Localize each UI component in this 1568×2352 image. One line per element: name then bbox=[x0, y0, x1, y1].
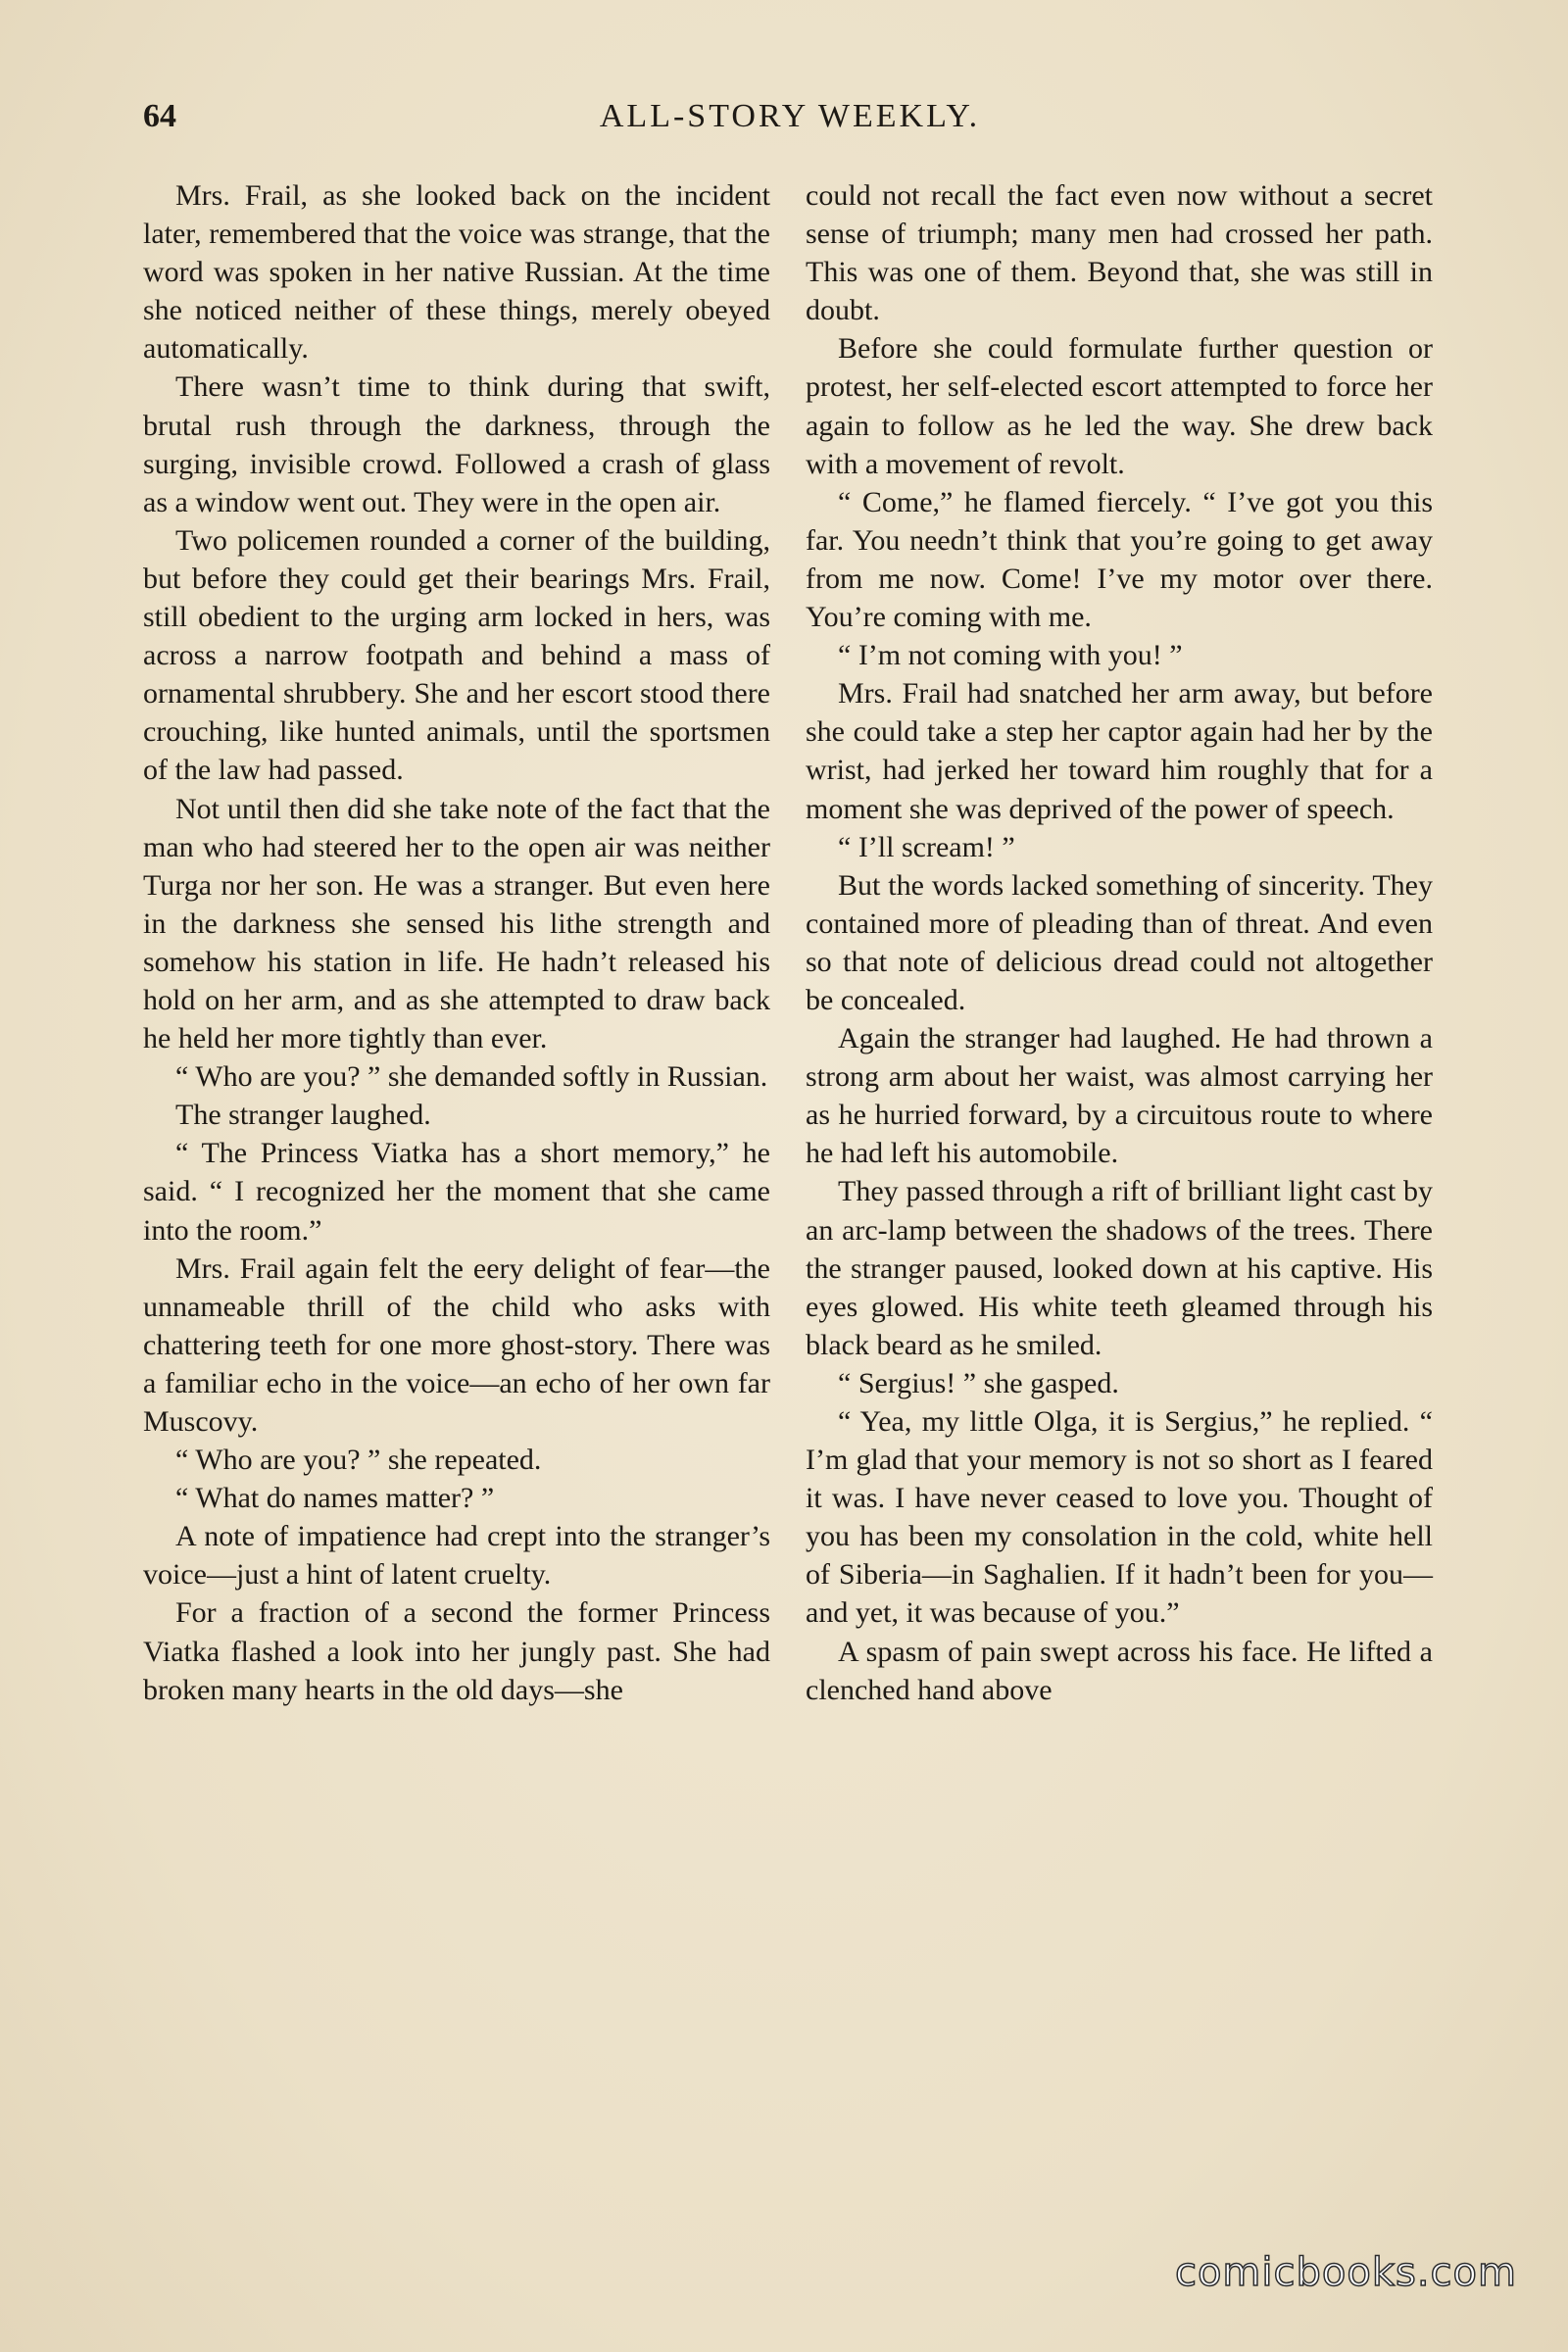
left-column bbox=[143, 176, 770, 1709]
paragraph: There wasn’t time to think during that swift, brutal rush through the darkness, through the surging, invisible crowd. Followed a crash of glass as a window went out. They were in the open air. bbox=[143, 370, 770, 518]
paragraph: “ I’ll scream! ” bbox=[838, 830, 1015, 863]
paragraph: Two policemen rounded a corner of the building, but before they could get their bearings Mrs. Frail, still obedient to the urging arm locked in hers, was across a narrow footpath and behind a mass of ornamental shrubbery. She and her escort stood there crouching, like hunted animals, until the sportsmen of the law had passed. bbox=[143, 523, 770, 787]
paragraph: Not until then did she take note of the fact that the man who had steered her to the open air was neither Turga nor her son. He was a stranger. But even here in the darkness she sensed his lithe strength and somehow his station in life. He hadn’t released his hold on her arm, and as she attempted to draw back he held her more tightly than ever. bbox=[143, 792, 770, 1055]
paragraph: For a fraction of a second the former Princess Viatka flashed a look into her jungly past. She had broken many hearts in the old days—she bbox=[143, 1596, 770, 1706]
paragraph: “ Who are you? ” she demanded softly in Russian. bbox=[175, 1060, 768, 1094]
paragraph: Mrs. Frail again felt the eery delight of fear—the unnameable thrill of the child who asks with chattering teeth for one more ghost-story. There was a familiar echo in the voice—an echo of her own far Muscovy. bbox=[143, 1251, 770, 1438]
paragraph: “ Come,” he flamed fiercely. “ I’ve got you this far. You needn’t think that you’re going to get away from me now. Come! I’ve my motor over there. You’re coming with me. bbox=[806, 485, 1433, 634]
paragraph: They passed through a rift of brilliant light cast by an arc-lamp between the shadows of the trees. There the stranger paused, looked down at his captive. His eyes glowed. His white teeth gleamed through his black beard as he smiled. bbox=[806, 1175, 1433, 1361]
right-column bbox=[806, 176, 1433, 1709]
site-watermark: comicbooks.com bbox=[1174, 2250, 1517, 2295]
paragraph: Mrs. Frail, as she looked back on the incident later, remembered that the voice was strange, that the word was spoken in her native Russian. At the time she noticed neither of these things, merely obeyed automatically. bbox=[143, 179, 770, 366]
paragraph: “ Yea, my little Olga, it is Sergius,” he replied. “ I’m glad that your memory is not so short as I feared it was. I have never ceased to love you. Thought of you has been my consolation in the cold, white hell of Siberia—in Saghalien. If it hadn’t been for you—and yet, it was because of you.” bbox=[806, 1405, 1433, 1630]
paragraph: Again the stranger had laughed. He had thrown a strong arm about her waist, was almost carrying her as he hurried forward, by a circuitous route to where he had left his automobile. bbox=[806, 1022, 1433, 1170]
continued-paragraph: could not recall the fact even now without a secret sense of triumph; many men had crossed her path. This was one of them. Beyond that, she was still in doubt. bbox=[806, 179, 1433, 327]
paragraph: But the words lacked something of sincerity. They contained more of pleading than of threat. And even so that note of delicious dread could not altogether be concealed. bbox=[806, 868, 1433, 1016]
paragraph: A note of impatience had crept into the stranger’s voice—just a hint of latent cruelty. bbox=[143, 1520, 770, 1592]
page-header bbox=[143, 98, 1437, 157]
paragraph: Before she could formulate further question or protest, her self-elected escort attempted to force her again to follow as he led the way. She drew back with a movement of revolt. bbox=[806, 332, 1433, 480]
paragraph: Mrs. Frail had snatched her arm away, but before she could take a step her captor again had her by the wrist, had jerked her toward him roughly that for a moment she was deprived of the power of speech. bbox=[806, 677, 1433, 825]
page-number: 64 bbox=[143, 98, 176, 134]
paragraph: “ The Princess Viatka has a short memory,” he said. “ I recognized her the moment that she came into the room.” bbox=[143, 1137, 770, 1247]
paragraph: “ What do names matter? ” bbox=[175, 1482, 495, 1515]
paragraph: The stranger laughed. bbox=[175, 1099, 431, 1132]
paragraph: “ I’m not coming with you! ” bbox=[838, 639, 1183, 672]
paragraph: “ Sergius! ” she gasped. bbox=[838, 1366, 1119, 1399]
paragraph: “ Who are you? ” she repeated. bbox=[175, 1444, 542, 1477]
running-head: ALL-STORY WEEKLY. bbox=[599, 98, 981, 134]
paragraph: A spasm of pain swept across his face. He lifted a clenched hand above bbox=[806, 1635, 1433, 1706]
